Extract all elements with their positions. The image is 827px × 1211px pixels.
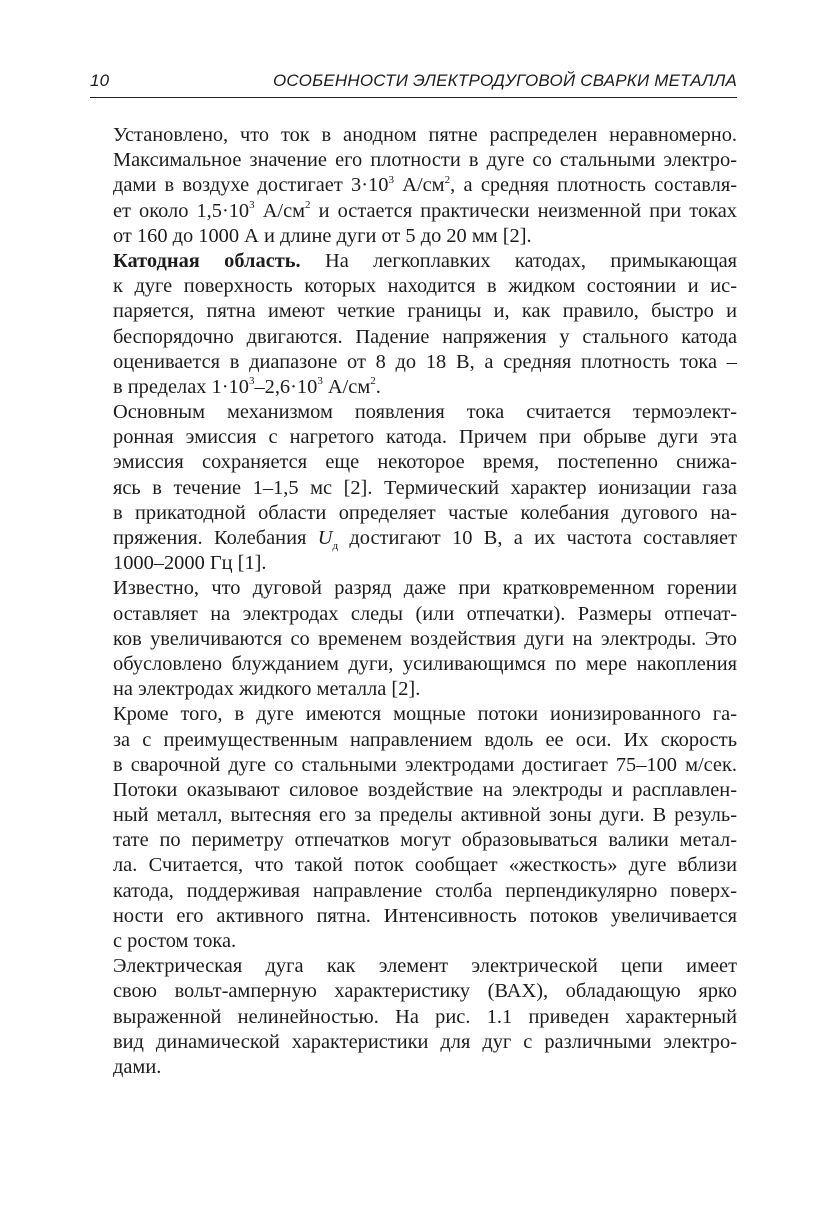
superscript: 3 bbox=[248, 375, 255, 388]
text-line: ронная эмиссия с нагретого катода. Причем при обрыве дуги эта bbox=[113, 426, 737, 449]
text-line: с ростом тока. bbox=[113, 930, 237, 952]
text-line: обусловлено блужданием дуги, усиливающимся по мере накопления bbox=[113, 652, 737, 675]
text-line: Установлено, что ток в анодном пятне распределен неравномерно. bbox=[113, 124, 737, 146]
text-line: выраженной нелинейностью. На рис. 1.1 приведен характерный bbox=[113, 1005, 737, 1028]
superscript: 2 bbox=[444, 173, 451, 186]
text-line: свою вольт-амперную характеристику (ВАХ), обладающую ярко bbox=[113, 980, 737, 1003]
page-body bbox=[90, 123, 737, 1080]
text-line: ла. Считается, что такой поток сообщает «жесткость» дуге вблизи bbox=[113, 854, 737, 877]
text-line: в сварочной дуге со стальными электродами достигает 75–100 м/сек. bbox=[113, 753, 737, 776]
superscript: 3 bbox=[317, 375, 323, 388]
text-line: ный металл, вытесняя его за пределы активной зоны дуги. В резуль- bbox=[113, 804, 737, 827]
superscript: 2 bbox=[370, 375, 376, 388]
running-title: ОСОБЕННОСТИ ЭЛЕКТРОДУГОВОЙ СВАРКИ МЕТАЛЛА bbox=[272, 71, 737, 90]
text-line: Электрическая дуга как элемент электрической цепи имеет bbox=[113, 955, 737, 978]
text-line: ков увеличиваются со временем воздействия дуги на электроды. Это bbox=[113, 627, 737, 650]
text-line: паряется, пятна имеют четкие границы и, как правило, быстро и bbox=[113, 300, 737, 323]
paragraph-thermionic-emission bbox=[90, 400, 737, 576]
paragraph-plasma-flows bbox=[90, 702, 737, 954]
running-header bbox=[90, 71, 737, 98]
text-line: Максимальное значение его плотности в дуге со стальными электро- bbox=[113, 149, 737, 172]
text-line: к дуге поверхность которых находится в жидком состоянии и ис- bbox=[113, 275, 737, 298]
text-line: от 160 до 1000 А и длине дуги от 5 до 20 мм [2]. bbox=[113, 224, 532, 247]
voltage-symbol: $U_д$ bbox=[317, 527, 339, 553]
text-line: катода, поддерживая направление столба перпендикулярно поверх- bbox=[113, 879, 737, 902]
text-line: ясь в течение 1–1,5 мс [2]. Термический характер ионизации газа bbox=[113, 476, 737, 499]
text-line: оценивается в диапазоне от 8 до 18 В, а средняя плотность тока – bbox=[113, 350, 737, 373]
page-number: 10 bbox=[90, 71, 110, 90]
text-line: тате по периметру отпечатков могут образовываться валики метал- bbox=[113, 829, 737, 852]
text-line: дами в воздухе достигает $3\cdot 10^3$ $А/см^2$, а средняя плотность составля- bbox=[113, 173, 737, 197]
text-line: 1000–2000 Гц [1]. bbox=[113, 552, 267, 575]
text-line: Потоки оказывают силовое воздействие на электроды и расплавлен- bbox=[113, 778, 737, 801]
superscript: 3 bbox=[249, 198, 255, 211]
paragraph-anode-current bbox=[90, 123, 737, 249]
text-line: Основным механизмом появления тока считается термоэлект- bbox=[113, 401, 737, 424]
text-line: Катодная область. На легкоплавких катодах, примыкающая bbox=[113, 249, 737, 272]
text-line: оставляет на электродах следы (или отпечатки). Размеры отпечат- bbox=[113, 602, 737, 625]
text-line: вид динамической характеристики для дуг с различными электро- bbox=[113, 1030, 737, 1053]
text-line: дами. bbox=[113, 1055, 162, 1078]
text-line: в пределах $1\cdot 10^3-2,6\cdot 10^3$ $А/см^2$. bbox=[113, 375, 381, 398]
text-line: за с преимущественным направлением вдоль ее оси. Их скорость bbox=[113, 728, 737, 751]
text-line: беспорядочно двигаются. Падение напряжения у стального катода bbox=[113, 325, 737, 348]
text-line: пряжения. Колебания $U_д$ достигают 10 В, а их частота составляет bbox=[113, 527, 737, 553]
text-line: в прикатодной области определяет частые колебания дугового на- bbox=[113, 501, 737, 524]
paragraph-cathode-region bbox=[90, 249, 737, 400]
text-line: ет около $1,5\cdot 10^3$ $А/см^2$ и остается практически неизменной при токах bbox=[113, 198, 737, 222]
text-line: Кроме того, в дуге имеются мощные потоки ионизированного га- bbox=[113, 703, 737, 726]
text-line: эмиссия сохраняется еще некоторое время, постепенно снижа- bbox=[113, 451, 737, 474]
paragraph-electrode-traces bbox=[90, 576, 737, 702]
paragraph-volt-ampere bbox=[90, 954, 737, 1080]
text-line: ности его активного пятна. Интенсивность потоков увеличивается bbox=[113, 904, 737, 927]
text-line: на электродах жидкого металла [2]. bbox=[113, 678, 421, 701]
section-heading-inline: Катодная область. bbox=[113, 249, 301, 272]
text-line: Известно, что дуговой разряд даже при кратковременном горении bbox=[113, 577, 737, 600]
superscript: 2 bbox=[305, 198, 311, 211]
superscript: 3 bbox=[388, 173, 394, 186]
